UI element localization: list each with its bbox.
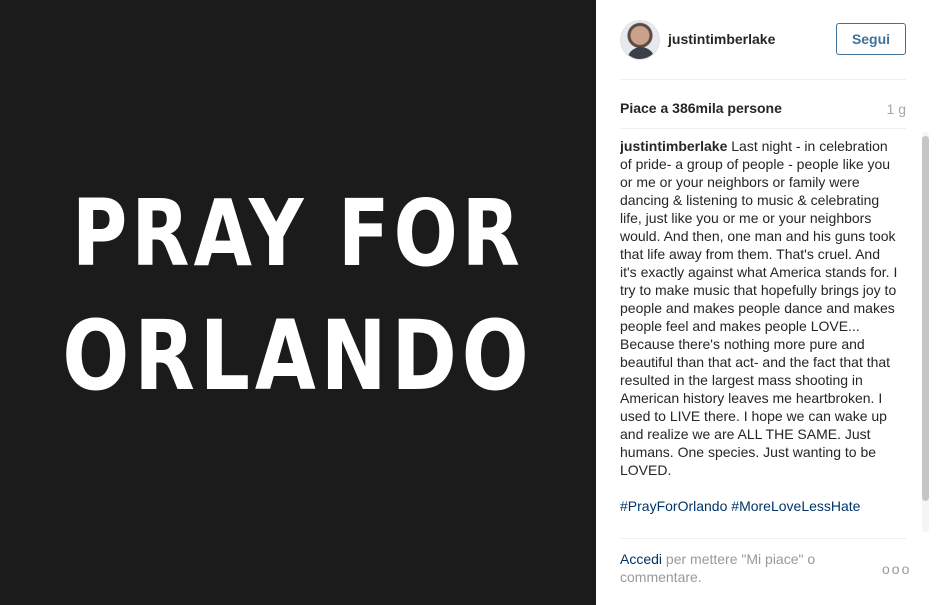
likes-count[interactable]: Piace a 386mila persone: [620, 100, 782, 116]
caption-text: Last night - in celebration of pride- a group of people - people like you or me or your neighbors or family were dancing & listening to music & celebrating life, just like you or me or your neighbors would. And then, one man and his guns took that life away from them. That's cruel. And it's exactly against what America stands for. I try to make music that hopefully brings joy to people and makes people dance and makes people feel and makes people LOVE... Because there's nothing more pure and beautiful than that act- and the fact that that resulted in the largest mass shooting in American history leaves me heartbroken. I used to LIVE there. I hope we can wake up and realize we are ALL THE SAME. Just humans. One species. Just wanting to be LOVED.: [620, 138, 898, 478]
username-link[interactable]: justintimberlake: [668, 31, 776, 47]
caption-scrollbar[interactable]: [922, 132, 929, 532]
footer-divider: [620, 538, 906, 539]
post-header: [596, 0, 936, 79]
caption-username[interactable]: justintimberlake: [620, 138, 728, 154]
follow-button[interactable]: Segui: [836, 23, 906, 55]
more-options-icon[interactable]: ooo: [882, 561, 912, 577]
login-link[interactable]: Accedi: [620, 551, 663, 567]
image-text-line-2: ORLANDO: [62, 300, 534, 412]
caption-area: [620, 137, 898, 532]
header-divider: [620, 79, 906, 80]
avatar-shoulders: [627, 47, 655, 60]
scroll-thumb[interactable]: [922, 136, 929, 501]
image-text-line-1: PRAY FOR: [72, 180, 524, 287]
post-time[interactable]: 1 g: [886, 101, 906, 117]
hashtags: [620, 497, 898, 515]
hashtag-link[interactable]: #PrayForOrlando: [620, 498, 728, 514]
meta-divider: [620, 128, 906, 129]
footer-login-prompt: [620, 550, 860, 586]
login-prompt-text: per mettere "Mi piace" o commentare.: [620, 551, 816, 585]
hashtag-link[interactable]: #MoreLoveLessHate: [731, 498, 861, 514]
caption: [620, 137, 898, 479]
avatar[interactable]: [620, 20, 660, 60]
post-side-panel: [596, 0, 936, 605]
